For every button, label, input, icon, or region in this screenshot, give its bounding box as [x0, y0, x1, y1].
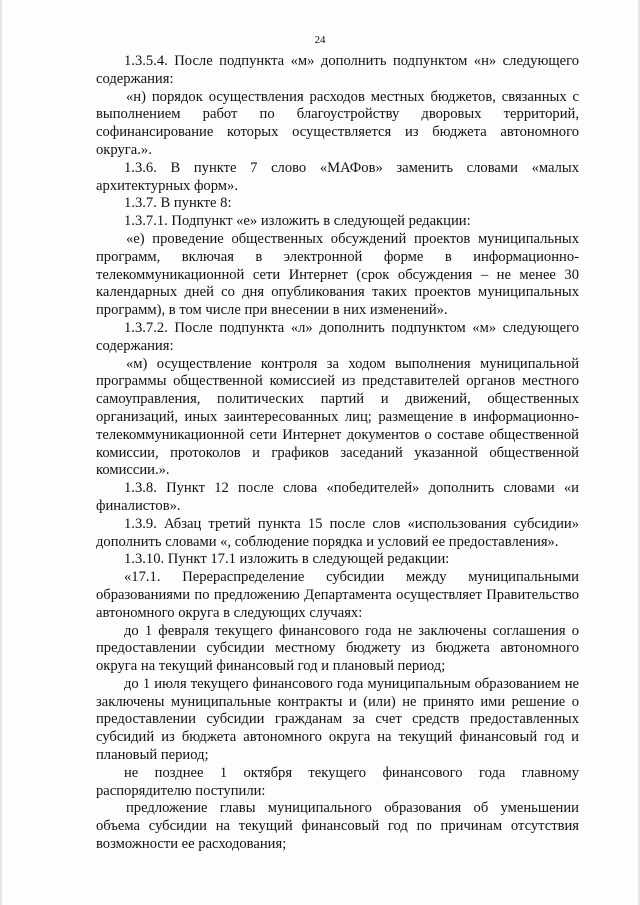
paragraph-1-3-7: 1.3.7. В пункте 8:	[124, 195, 232, 212]
paragraph-subitem-e: «е) проведение общественных обсуждений проектов муниципальных программ, включая в электронной форме в информационно-телекоммуникационной сети Интернет (срок обсуждения – не менее 30 календарных дней со дня опубликования таких проектов муниципальных программ), в том числе при внесении в них изменений».	[96, 230, 579, 319]
paragraph-1-3-7-2: 1.3.7.2. После подпункта «л» дополнить подпунктом «м» следующего содержания:	[96, 319, 579, 354]
paragraph-1-3-8: 1.3.8. Пункт 12 после слова «победителей» дополнить словами «и финалистов».	[96, 480, 579, 514]
scan-edge-left	[0, 0, 2, 905]
paragraph-subitem-n: «н) порядок осуществления расходов местных бюджетов, связанных с выполнением работ по благоустройству дворовых территорий, софинансирование которых осуществляется из бюджета автономного округа.».	[96, 88, 579, 158]
paragraph-1-3-9: 1.3.9. Абзац третий пункта 15 после слов «использования субсидии» дополнить словами «, соблюдение порядка и условий ее предоставления».	[96, 515, 579, 550]
paragraph-1-3-10: 1.3.10. Пункт 17.1 изложить в следующей редакции:	[124, 551, 450, 568]
paragraph-subitem-m: «м) осуществление контроля за ходом выполнения муниципальной программы общественной комиссией из представителей органов местного самоуправления, политических партий и движений, общественных организаций, иных заинтересованных лиц; размещение в информационно-телекоммуникационной сети Интернет документов о составе общественной комиссии, протоколов и графиков заседаний указанной общественной комиссии.».	[96, 355, 579, 479]
page-number: 24	[314, 34, 326, 46]
paragraph-1-3-5-4: 1.3.5.4. После подпункта «м» дополнить подпунктом «н» следующего содержания:	[96, 53, 579, 87]
paragraph-proposal-reduction: предложение главы муниципального образования об уменьшении объема субсидии на текущий финансовый год по причинам отсутствия возможности ее расходования;	[96, 800, 579, 853]
paragraph-1-3-7-1: 1.3.7.1. Подпункт «е» изложить в следующей редакции:	[124, 213, 471, 230]
paragraph-case-october: не позднее 1 октября текущего финансового года главному распорядителю поступили:	[96, 764, 579, 799]
paragraph-case-february: до 1 февраля текущего финансового года не заключены соглашения о предоставлении субсидии местному бюджету из бюджета автономного округа на текущий финансовый год и плановый период;	[96, 622, 579, 675]
paragraph-case-july: до 1 июля текущего финансового года муниципальным образованием не заключены муниципальные контракты и (или) не принято ими решение о предоставлении субсидии гражданам за счет средств предоставленных субсидий из бюджета автономного округа на текущий финансовый год и плановый период;	[96, 675, 579, 764]
paragraph-17-1: «17.1. Перераспределение субсидии между муниципальными образованиями по предложению Департамента осуществляет Правительство автономного округа в следующих случаях:	[96, 569, 579, 621]
document-body	[96, 53, 579, 854]
paragraph-1-3-6: 1.3.6. В пункте 7 слово «МАФов» заменить словами «малых архитектурных форм».	[96, 159, 579, 194]
